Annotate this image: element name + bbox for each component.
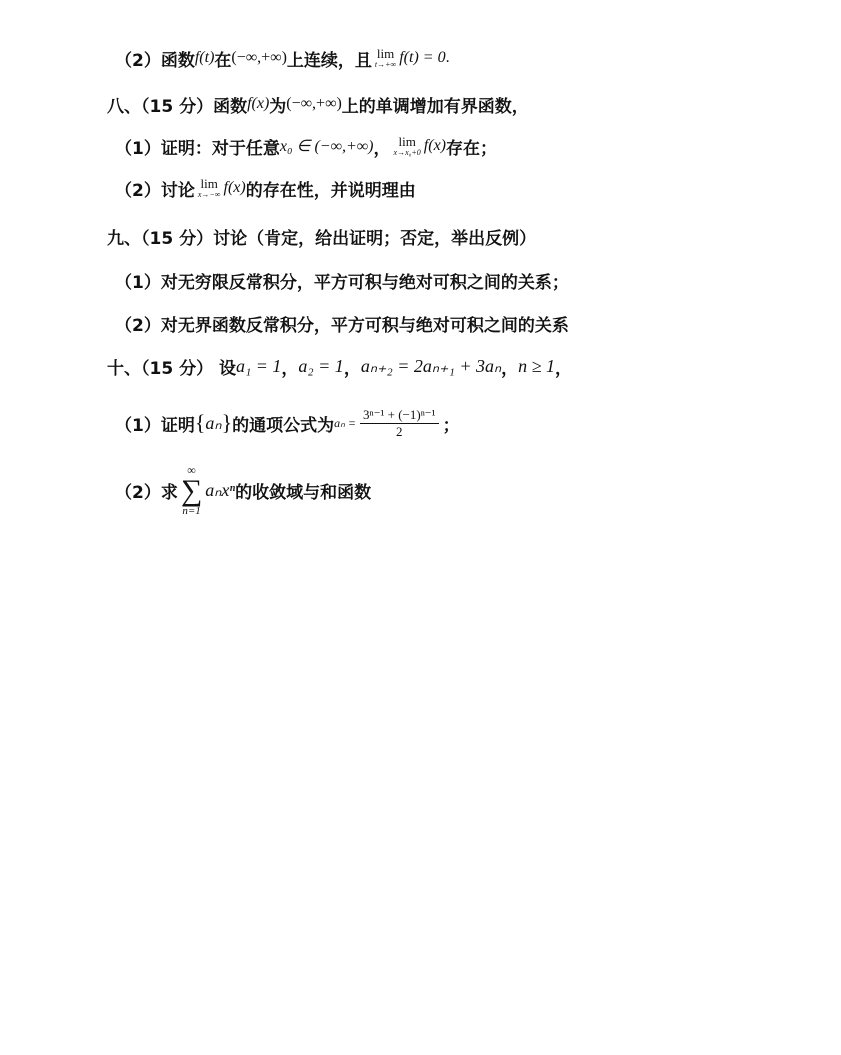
- problem-8-end: 上的单调增加有界函数，: [341, 96, 529, 117]
- limit-subscript: t→+∞: [374, 60, 397, 69]
- item-2-discuss: [115, 170, 416, 206]
- condition-x0: x₀ ∈ (−∞,+∞): [279, 138, 374, 155]
- item-1-end: ；: [442, 415, 460, 436]
- item-2-prefix: （2）求: [115, 482, 178, 503]
- item-1-prefix: （1）证明：对于任意: [115, 138, 280, 159]
- limit-expression: f(x): [423, 137, 446, 154]
- item-2-prefix: （2）函数: [115, 50, 195, 71]
- summand: aₙxⁿ: [205, 479, 236, 500]
- summation: [181, 464, 202, 517]
- condition-n: n ≥ 1: [518, 355, 556, 376]
- item-2-prefix: （2）讨论: [115, 180, 195, 201]
- separator: ，: [281, 358, 299, 379]
- function-fx: f(x): [247, 95, 270, 112]
- comma: ，: [373, 138, 391, 159]
- interval: (−∞,+∞): [286, 95, 342, 112]
- period: .: [445, 49, 450, 66]
- sequence-an: aₙ: [205, 412, 222, 433]
- limit-expression: f(x): [223, 179, 246, 196]
- connector-continuous: 上连续，且: [286, 50, 372, 71]
- problem-8-heading: [107, 86, 529, 122]
- problem-10-item-2: [115, 460, 371, 520]
- limit-word: lim: [376, 46, 395, 61]
- recurrence: aₙ₊₂ = 2aₙ₊₁ + 3aₙ: [360, 355, 502, 376]
- connector-zai: 在: [214, 50, 232, 71]
- condition-a2: a₂ = 1: [298, 355, 344, 376]
- problem-9-item-1-text: （1）对无穷限反常积分，平方可积与绝对可积之间的关系；: [115, 272, 569, 293]
- problem-9-item-2: [115, 305, 569, 341]
- summation-sign: ∑: [180, 473, 203, 507]
- limit-subscript: x→x₀+0: [393, 148, 421, 157]
- problem-8-prefix: 八、（15 分）函数: [107, 96, 248, 117]
- function-ft-text: f(t): [194, 49, 215, 66]
- interval: (−∞,+∞): [231, 49, 287, 66]
- limit-x0: [394, 135, 421, 157]
- item-1-end: 存在；: [446, 138, 497, 159]
- item-2-end: 的存在性，并说明理由: [245, 180, 416, 201]
- item-2-line: [115, 40, 450, 76]
- problem-9-item-1: [115, 262, 569, 298]
- item-2-end: 的收敛域与和函数: [235, 482, 372, 503]
- problem-10-item-1: [115, 402, 460, 444]
- limit-t: [375, 47, 396, 69]
- formula-fraction: [360, 407, 439, 440]
- limit-word: lim: [398, 134, 416, 149]
- problem-10-heading: [107, 348, 572, 384]
- separator: ，: [343, 358, 361, 379]
- problem-10-end: ，: [555, 358, 573, 379]
- function-ft: [195, 49, 215, 67]
- separator: ，: [501, 358, 519, 379]
- item-1-proof: [115, 128, 497, 164]
- limit-expression: f(t) = 0: [399, 49, 446, 66]
- right-brace: }: [221, 410, 233, 435]
- formula-lhs: aₙ =: [334, 415, 357, 430]
- item-1-prefix: （1）证明: [115, 415, 195, 436]
- limit-subscript: x→−∞: [197, 190, 221, 199]
- limit-neg-inf: [198, 177, 221, 199]
- summation-upper: ∞: [187, 462, 196, 477]
- limit-word: lim: [200, 176, 218, 191]
- problem-9-text: 九、（15 分）讨论（肯定，给出证明；否定，举出反例）: [107, 228, 537, 249]
- fraction-denominator: 2: [396, 423, 403, 439]
- condition-a1: a₁ = 1: [236, 355, 282, 376]
- problem-9-heading: [107, 218, 536, 254]
- summation-lower: n=1: [182, 504, 201, 517]
- left-brace: {: [194, 410, 206, 435]
- problem-9-item-2-text: （2）对无界函数反常积分，平方可积与绝对可积之间的关系: [115, 315, 569, 336]
- item-1-mid: 的通项公式为: [232, 415, 335, 436]
- fraction-numerator: 3ⁿ⁻¹ + (−1)ⁿ⁻¹: [360, 407, 439, 424]
- connector-wei: 为: [269, 96, 287, 117]
- problem-10-prefix: 十、（15 分） 设: [107, 358, 236, 379]
